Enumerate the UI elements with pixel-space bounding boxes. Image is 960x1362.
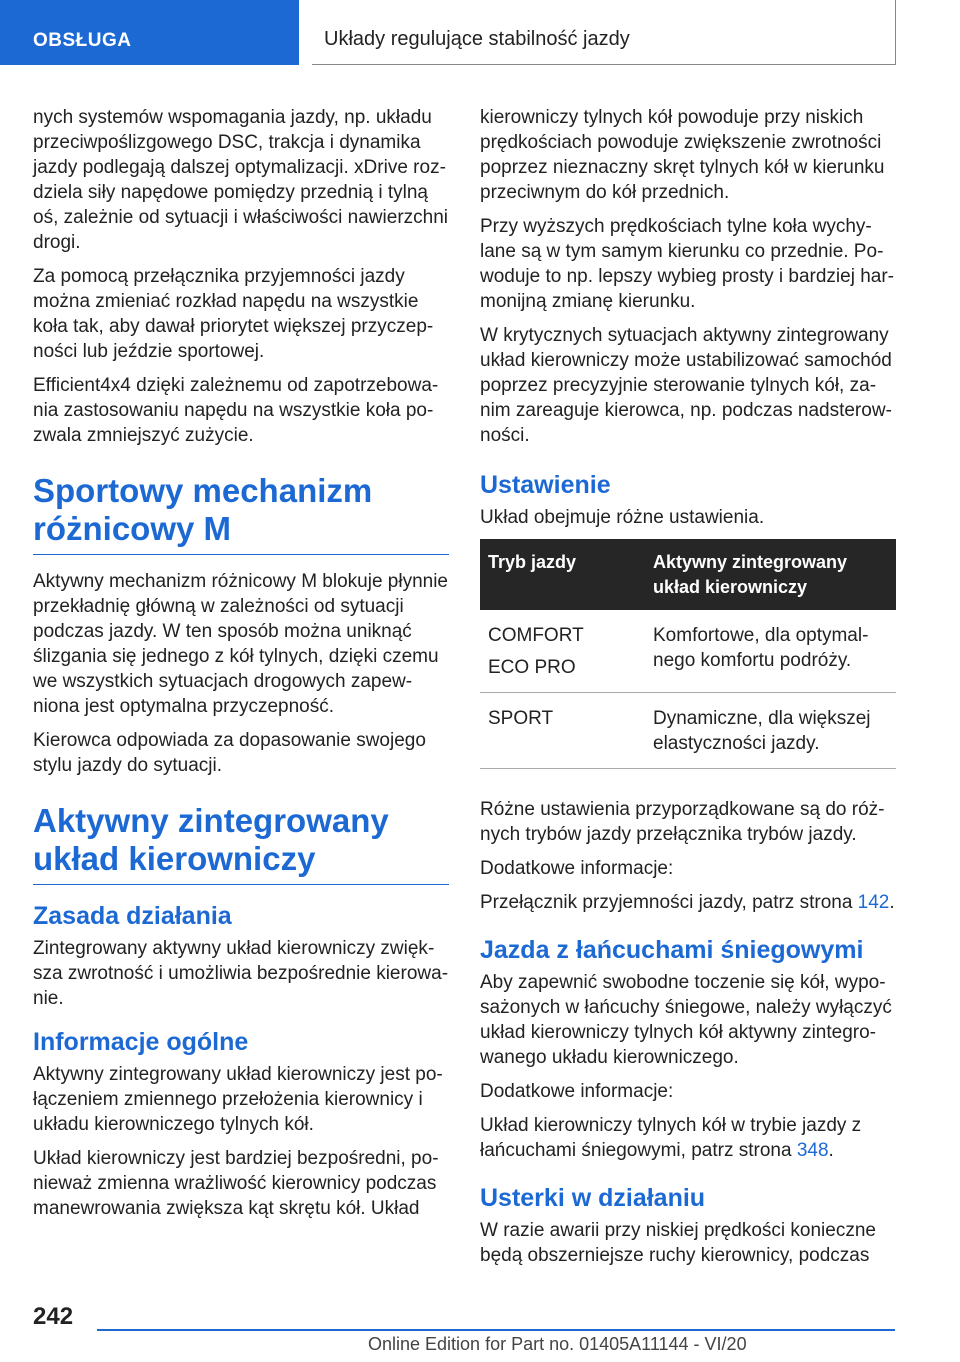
table-header-row — [480, 539, 896, 610]
footer-edition-text: Online Edition for Part no. 01405A11144 - VI/20 — [368, 1334, 747, 1354]
section-title: Układy regulujące stabilność jazdy — [312, 0, 896, 65]
paragraph: W razie awarii przy niskiej prędkości konieczne będą obszerniejsze ruchy kierownicy, podczas — [480, 1220, 876, 1266]
paragraph: Aktywny zintegrowany układ kierowniczy jest połączeniem zmiennego przełożenia kierownicy i układu kierowniczego tylnych kół. — [33, 1064, 443, 1135]
subheading-lancuchy-sniegowe: Jazda z łańcuchami śniegowymi — [480, 936, 864, 964]
paragraph: Układ obejmuje różne ustawienia. — [480, 507, 765, 528]
paragraph: Dodatkowe informacje: — [480, 858, 674, 879]
right-column — [480, 105, 896, 1277]
paragraph: Przy wyższych prędkościach tylne koła wychylane są w tym samym kierunku co przednie. Powoduje to np. lepszy wybieg prosty i bardziej harmonijną zmianę kierunku. — [480, 216, 894, 312]
heading-aktywny-uklad: Aktywny zintegrowany układ kierowniczy — [33, 802, 449, 885]
table-cell-description: Komfortowe, dla optymalnego komfortu podróży. — [645, 610, 896, 693]
reference-suffix: . — [828, 1140, 834, 1161]
header-tab: OBSŁUGA — [0, 0, 299, 65]
reference-paragraph — [480, 890, 896, 915]
table-header-cell: Tryb jazdy — [480, 539, 645, 610]
subheading-usterki: Usterki w działaniu — [480, 1184, 706, 1212]
mode-label: SPORT — [488, 708, 554, 729]
table-cell-mode — [480, 693, 645, 769]
reference-text: Przełącznik przyjemności jazdy, patrz strona — [480, 892, 858, 913]
subheading-zasada-dzialania: Zasada działania — [33, 902, 232, 930]
mode-label: COMFORT — [488, 625, 584, 646]
table-row — [480, 610, 896, 693]
paragraph: Efficient4x4 dzięki zależnemu od zapotrzebowania zastosowaniu napędu na wszystkie koła pozwala zmniejszyć zużycie. — [33, 375, 439, 446]
reference-text: Układ kierowniczy tylnych kół w trybie jazdy z łańcuchami śniegowymi, patrz strona — [480, 1115, 862, 1161]
page-link-142[interactable]: 142 — [857, 892, 890, 913]
page-link-348[interactable]: 348 — [796, 1140, 829, 1161]
subheading-ustawienie: Ustawienie — [480, 471, 611, 499]
subheading-informacje-ogolne: Informacje ogólne — [33, 1028, 249, 1056]
paragraph: Aby zapewnić swobodne toczenie się kół, wyposażonych w łańcuchy śniegowe, należy wyłączyć układ kierowniczy tylnych kół aktywny zintegrowanego układu kierowniczego. — [480, 972, 892, 1068]
paragraph: Układ kierowniczy jest bardziej bezpośredni, ponieważ zmienna wrażliwość kierownicy podczas manewrowania zwiększa kąt skrętu kół. Układ — [33, 1148, 439, 1219]
paragraph: Aktywny mechanizm różnicowy M blokuje płynnie przekładnię główną w zależności od sytuacji podczas jazdy. W ten sposób można uniknąć ślizgania się jednego z kół tylnych, dzięki czemu we wszystkich sytuacjach drogowych zapewniona jest optymalna przyczepność. — [33, 571, 448, 717]
paragraph: Dodatkowe informacje: — [480, 1081, 674, 1102]
table-header-cell: Aktywny zintegrowany układ kierowniczy — [645, 539, 896, 610]
reference-paragraph — [480, 1113, 896, 1163]
footer-divider — [97, 1329, 895, 1331]
page-number: 242 — [33, 1303, 74, 1330]
table-row — [480, 693, 896, 769]
table-cell-mode — [480, 610, 645, 693]
paragraph: nych systemów wspomagania jazdy, np. układu przeciwpoślizgowego DSC, trakcja i dynamika jazdy podlegają dalszej optymalizacji. xDrive rozdziela siły napędowe pomiędzy przednią i tylną oś, zależnie od sytuacji i właściwości nawierzchni drogi. — [33, 107, 449, 253]
paragraph: Różne ustawienia przyporządkowane są do różnych trybów jazdy przełącznika trybów jazdy. — [480, 799, 885, 845]
mode-label: ECO PRO — [488, 657, 576, 678]
table-cell-description: Dynamiczne, dla większej elastyczności jazdy. — [645, 693, 896, 769]
heading-sportowy-mechanizm: Sportowy mechanizm różnicowy M — [33, 472, 449, 555]
left-column — [33, 105, 449, 1230]
reference-suffix: . — [889, 892, 895, 913]
paragraph: Zintegrowany aktywny układ kierowniczy zwiększa zwrotność i umożliwia bezpośrednie kierowanie. — [33, 938, 449, 1009]
settings-table — [480, 539, 896, 769]
paragraph: W krytycznych sytuacjach aktywny zintegrowany układ kierowniczy może ustabilizować samochód poprzez precyzyjnie sterowanie tylnych kół, zanim zareaguje kierowca, np. podczas nadsterowności. — [480, 325, 892, 446]
paragraph: kierowniczy tylnych kół powoduje przy niskich prędkościach powoduje zwiększenie zwrotności poprzez nieznaczny skręt tylnych kół w kierunku przeciwnym do kół przednich. — [480, 107, 885, 203]
paragraph: Za pomocą przełącznika przyjemności jazdy można zmieniać rozkład napędu na wszystkie koła tak, aby dawał priorytet większej przyczepności lub jeździe sportowej. — [33, 266, 434, 362]
paragraph: Kierowca odpowiada za dopasowanie swojego stylu jazdy do sytuacji. — [33, 730, 426, 776]
